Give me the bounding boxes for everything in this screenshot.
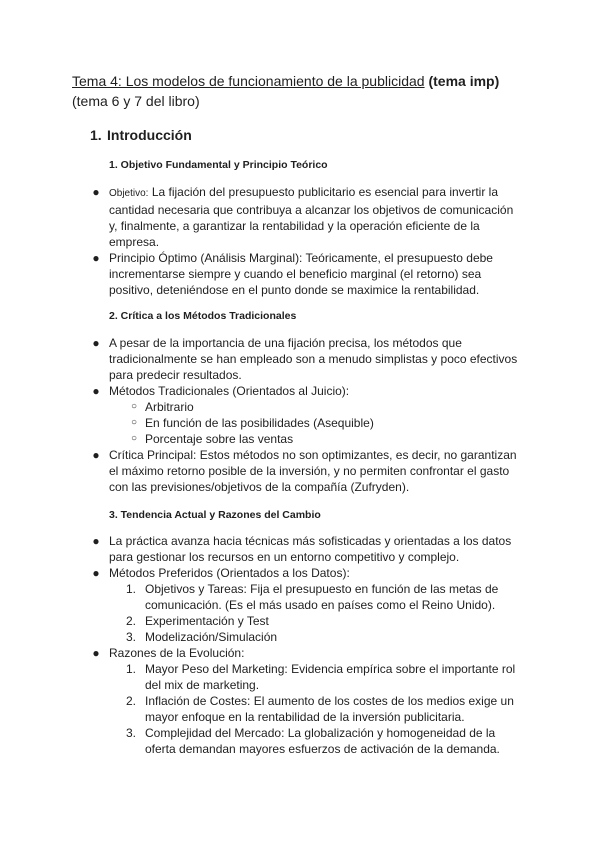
item-text: Métodos Preferidos (Orientados a los Datos): <box>109 566 350 580</box>
bullet-icon: ● <box>92 384 100 398</box>
list-item <box>92 533 519 565</box>
item-text: La práctica avanza hacia técnicas más sofisticadas y orientadas a los datos para gestionar los recursos en un entorno competitivo y complejo. <box>109 534 512 564</box>
numbered-item <box>126 725 525 757</box>
section-title: Introducción <box>107 127 192 143</box>
circle-bullet-icon: ○ <box>130 433 138 444</box>
item-text: Complejidad del Mercado: La globalización y homogeneidad de la oferta demandan mayores esfuerzos de activación de la demanda. <box>145 726 500 756</box>
document-subtitle: (tema 6 y 7 del libro) <box>72 93 200 109</box>
bullet-icon: ● <box>92 534 100 548</box>
title-main: Tema 4: Los modelos de funcionamiento de la publicidad <box>72 73 425 89</box>
item-text: Métodos Tradicionales (Orientados al Juicio): <box>109 384 350 398</box>
bullet-icon: ● <box>92 566 100 580</box>
list-item <box>92 335 519 383</box>
subheading-objetivo: 1. Objetivo Fundamental y Principio Teórico <box>109 159 328 171</box>
list-objetivo <box>0 184 600 298</box>
circle-bullet-icon: ○ <box>130 417 138 428</box>
bullet-icon: ● <box>92 448 100 462</box>
sub-list-item <box>130 431 525 447</box>
list-item <box>92 184 519 250</box>
numbered-item <box>126 693 525 725</box>
section-number: 1. <box>90 127 102 143</box>
circle-bullet-icon: ○ <box>130 401 138 412</box>
numbered-item <box>126 629 525 645</box>
sub-list-item <box>130 415 525 431</box>
item-number: 3. <box>126 630 137 644</box>
list-item <box>92 383 519 399</box>
item-text: Porcentaje sobre las ventas <box>145 432 294 446</box>
list-item <box>92 645 519 661</box>
subheading-critica: 2. Crítica a los Métodos Tradicionales <box>109 310 297 322</box>
bullet-icon: ● <box>92 336 100 350</box>
item-number: 1. <box>126 662 137 676</box>
document-title <box>72 72 499 91</box>
subheading-tendencia: 3. Tendencia Actual y Razones del Cambio <box>109 509 321 521</box>
item-number: 3. <box>126 726 137 740</box>
numbered-item <box>126 613 525 629</box>
list-item <box>92 447 519 495</box>
item-text: Mayor Peso del Marketing: Evidencia empírica sobre el importante rol del mix de marketing. <box>145 662 516 692</box>
bullet-icon: ● <box>92 251 100 265</box>
item-text: A pesar de la importancia de una fijación precisa, los métodos que tradicionalmente se han empleado son a menudo simplistas y poco efectivos para predecir resultados. <box>109 336 518 382</box>
item-number: 1. <box>126 582 137 596</box>
bullet-icon: ● <box>92 646 100 660</box>
list-item <box>92 250 519 298</box>
item-text: Principio Óptimo (Análisis Marginal): Teóricamente, el presupuesto debe incrementarse siempre y cuando el beneficio marginal (el retorno) sea positivo, deteniéndose en el punto donde se maximice la rentabilidad. <box>109 251 493 297</box>
item-text: En función de las posibilidades (Asequible) <box>145 416 374 430</box>
item-prefix: Objetivo: <box>109 188 149 199</box>
list-critica <box>0 335 600 495</box>
list-item <box>92 565 519 581</box>
item-text: Crítica Principal: Estos métodos no son optimizantes, es decir, no garantizan el máximo retorno posible de la inversión, y no permiten confrontar el gasto con las previsiones/objetivos de la compañía (Zufryden). <box>109 448 517 494</box>
item-text: La fijación del presupuesto publicitario es esencial para invertir la cantidad necesaria que contribuya a alcanzar los objetivos de comunicación y, finalmente, a garantizar la rentabilidad y la operación eficiente de la empresa. <box>109 185 514 249</box>
item-number: 2. <box>126 694 137 708</box>
item-text: Experimentación y Test <box>145 614 269 628</box>
item-text: Arbitrario <box>145 400 194 414</box>
numbered-item <box>126 581 525 613</box>
item-text: Modelización/Simulación <box>145 630 278 644</box>
item-text: Razones de la Evolución: <box>109 646 245 660</box>
title-bold-tag: (tema imp) <box>428 73 500 89</box>
list-tendencia <box>0 533 600 757</box>
item-text: Objetivos y Tareas: Fija el presupuesto en función de las metas de comunicación. (Es el más usado en países como el Reino Unido). <box>145 582 499 612</box>
item-text: Inflación de Costes: El aumento de los costes de los medios exige un mayor enfoque en la rentabilidad de la inversión publicitaria. <box>145 694 514 724</box>
item-number: 2. <box>126 614 137 628</box>
bullet-icon: ● <box>92 185 100 199</box>
sub-list-item <box>130 399 525 415</box>
numbered-item <box>126 661 525 693</box>
